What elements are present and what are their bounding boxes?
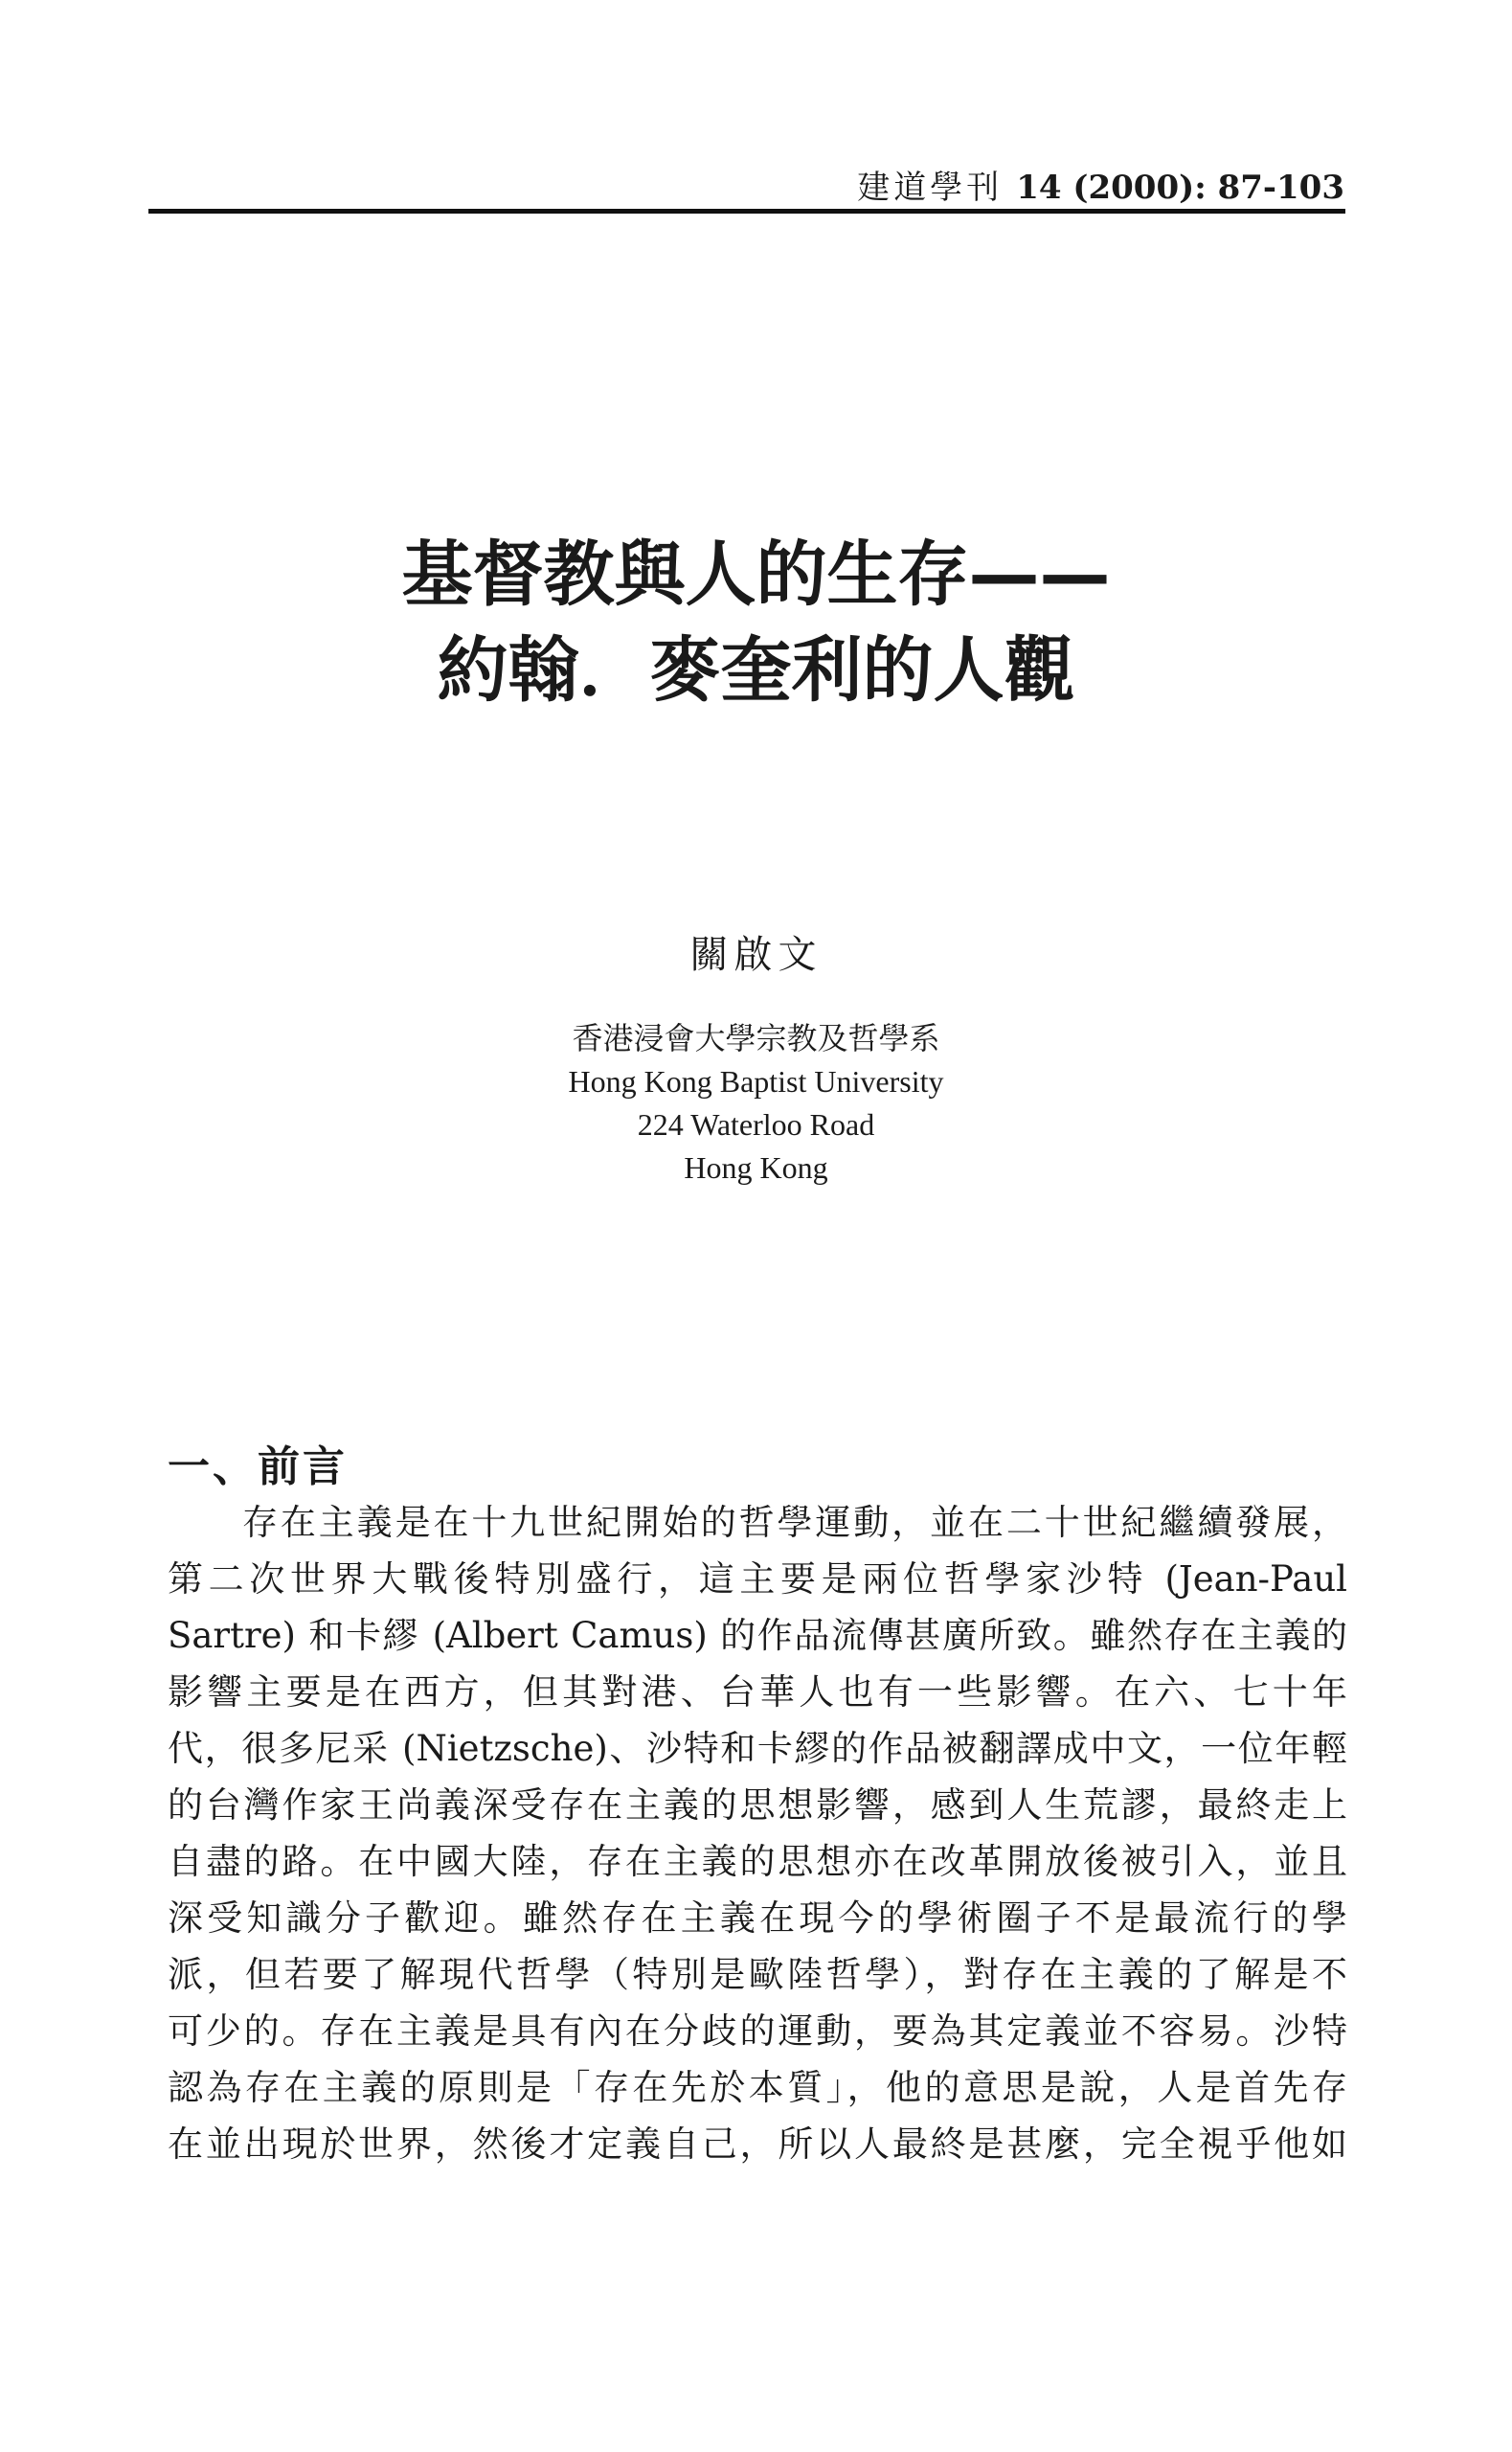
journal-name: 建道學刊 bbox=[857, 169, 1004, 207]
title-line-1: 基督教與人的生存—— bbox=[401, 534, 1111, 616]
affiliation-street: 224 Waterloo Road bbox=[637, 1107, 875, 1142]
paragraph-line: 代，很多尼采 (Nietzsche)、沙特和卡繆的作品被翻譯成中文，一位年輕 bbox=[168, 1728, 1347, 1769]
paragraph-line: Sartre) 和卡繆 (Albert Camus) 的作品流傳甚廣所致。雖然存在主義的 bbox=[168, 1615, 1347, 1656]
affiliation-city: Hong Kong bbox=[684, 1150, 828, 1185]
paragraph-line: 影響主要是在西方，但其對港、台華人也有一些影響。在六、七十年 bbox=[168, 1671, 1347, 1713]
paragraph-line: 第二次世界大戰後特別盛行，這主要是兩位哲學家沙特 (Jean-Paul bbox=[168, 1558, 1347, 1600]
paragraph-line: 派，但若要了解現代哲學（特別是歐陸哲學），對存在主義的了解是不 bbox=[168, 1954, 1347, 1995]
paragraph-line: 深受知識分子歡迎。雖然存在主義在現今的學術圈子不是最流行的學 bbox=[168, 1897, 1347, 1939]
title-line-2: 約翰．麥奎利的人觀 bbox=[437, 629, 1075, 712]
affiliation-block bbox=[0, 1017, 1512, 1190]
journal-citation: 14 (2000): 87-103 bbox=[1016, 169, 1344, 207]
paragraph-line: 的台灣作家王尚義深受存在主義的思想影響，感到人生荒謬，最終走上 bbox=[168, 1784, 1347, 1826]
running-header bbox=[857, 161, 1344, 208]
article-title bbox=[0, 527, 1512, 718]
body-paragraph bbox=[168, 1494, 1347, 2172]
paragraph-line: 認為存在主義的原則是「存在先於本質」，他的意思是說，人是首先存 bbox=[168, 2067, 1347, 2108]
paragraph-line: 可少的。存在主義是具有內在分歧的運動，要為其定義並不容易。沙特 bbox=[168, 2010, 1347, 2052]
section-heading: 一、前言 bbox=[168, 1442, 348, 1491]
paragraph-line: 存在主義是在十九世紀開始的哲學運動，並在二十世紀繼續發展， bbox=[242, 1502, 1347, 1543]
paragraph-line: 自盡的路。在中國大陸，存在主義的思想亦在改革開放後被引入，並且 bbox=[168, 1841, 1347, 1882]
affiliation-university: Hong Kong Baptist University bbox=[568, 1064, 944, 1099]
paragraph-line: 在並出現於世界，然後才定義自己，所以人最終是甚麼，完全視乎他如 bbox=[168, 2123, 1347, 2165]
author-name: 關啟文 bbox=[689, 933, 823, 977]
header-rule bbox=[148, 209, 1345, 214]
affiliation-department: 香港浸會大學宗教及哲學系 bbox=[572, 1021, 940, 1056]
